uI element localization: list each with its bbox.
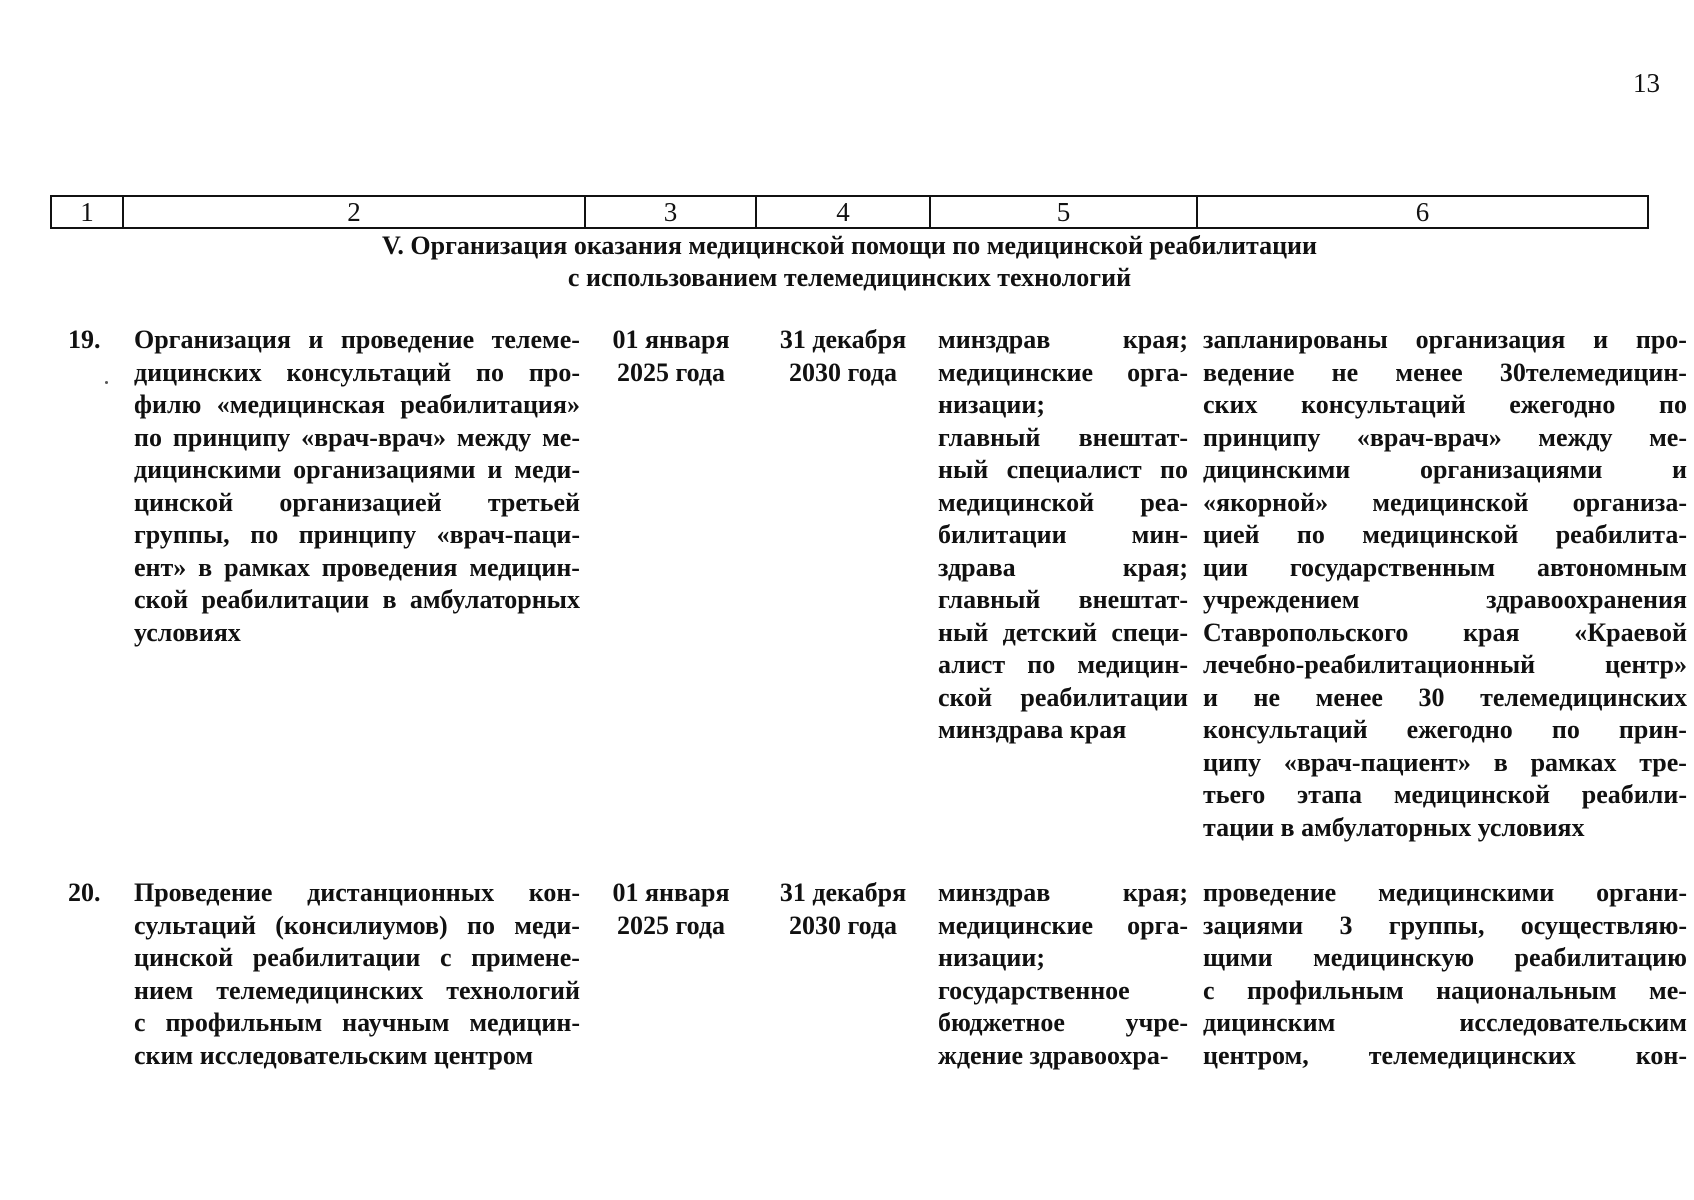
text-line: нием телемедицинских технологий [134,975,580,1005]
text-line: запланированы организация и про- [1203,325,1687,354]
text-line: ждение здравоохра- [938,1040,1169,1070]
text-line: медицинской реа- [938,487,1188,517]
text-line: ской реабилитации в амбулаторных [134,585,580,614]
text-line: ским исследовательским центром [134,1040,534,1070]
text-line: ент» в рамках проведения медицин- [134,552,580,582]
text-line: по принципу «врач-врач» между ме- [134,422,580,452]
text-line: лечебно-реабилитационный центр» [1203,650,1687,679]
text-line: сультаций (консилиумов) по меди- [134,910,580,940]
text-line: зациями 3 группы, осуществляю- [1203,910,1687,940]
text-line: 01 января [612,878,730,907]
text-line: с профильным научным медицин- [134,1008,580,1037]
text-line: дицинских консультаций по про- [134,357,580,387]
text-line: щими медицинскую реабилитацию [1203,943,1687,972]
header-cell-4: 4 [757,197,931,227]
start-date-cell [596,324,746,389]
text-line: центром, телемедицинских кон- [1203,1040,1687,1070]
result-cell [1203,324,1687,844]
text-line: бюджетное учре- [938,1008,1188,1037]
text-line: тьего этапа медицинской реабили- [1203,780,1687,809]
text-line: билитации мин- [938,520,1188,549]
header-cell-5: 5 [931,197,1198,227]
text-line: минздрав края; [938,325,1188,354]
text-line: «якорной» медицинской организа- [1203,487,1687,517]
text-line: ведение не менее 30телемедицин- [1203,357,1687,387]
text-line: консультаций ежегодно по прин- [1203,715,1687,744]
end-date-cell [768,877,918,942]
text-line: ских консультаций ежегодно по [1203,390,1687,419]
text-line: тации в амбулаторных условиях [1203,812,1585,842]
text-line: дицинскими организациями и [1203,455,1687,484]
text-line: цинской организацией третьей [134,487,580,517]
scan-speck [105,381,108,384]
text-line: ный специалист по [938,455,1188,484]
text-line: главный внештат- [938,422,1188,452]
header-cell-6: 6 [1415,196,1430,227]
text-line: минздрав края; [938,878,1188,907]
text-line: с профильным национальным ме- [1203,975,1687,1005]
text-line: ный детский специ- [938,617,1188,647]
header-cell-1: 1 [52,197,124,227]
text-line: медицинские орга- [938,910,1188,940]
text-line: 01 января [612,325,730,354]
text-line: Проведение дистанционных кон- [134,878,580,907]
text-line: группы, по принципу «врач-паци- [134,520,580,549]
text-line: ции государственным автономным [1203,552,1687,582]
text-line: 2030 года [788,910,898,940]
responsible-cell [938,324,1188,747]
text-line: низации; [938,390,1046,419]
activity-cell [134,877,580,1072]
section-title-line-2: с использованием телемедицинских технологий [567,263,1132,292]
text-line: филю «медицинская реабилитация» [134,390,580,419]
section-title-line-1: V. Организация оказания медицинской помощи по медицинской реабилитации [381,231,1318,260]
section-title [50,230,1649,294]
text-line: 2030 года [788,357,898,387]
text-line: цинской реабилитации с примене- [134,943,580,972]
text-line: дицинским исследовательским [1203,1008,1687,1037]
row-number: 20. [68,878,101,907]
text-line: ципу «врач-пациент» в рамках тре- [1203,747,1687,777]
text-line: 2025 года [616,357,726,387]
text-line: условиях [134,617,241,647]
result-cell [1203,877,1687,1072]
text-line: алист по медицин- [938,650,1188,679]
text-line: здрава края; [938,552,1188,582]
text-line: минздрава края [938,715,1127,744]
text-line: дицинскими организациями и меди- [134,455,580,484]
text-line: низации; [938,943,1046,972]
text-line: медицинские орга- [938,357,1188,387]
text-line: главный внештат- [938,585,1188,614]
text-line: ской реабилитации [938,682,1188,712]
end-date-cell [768,324,918,389]
page-number: 13 [1633,68,1660,98]
responsible-cell [938,877,1188,1072]
text-line: цией по медицинской реабилита- [1203,520,1687,549]
table-header-row [50,195,1649,229]
text-line: учреждением здравоохранения [1203,585,1687,614]
row-number: 19. [68,325,101,354]
text-line: Ставропольского края «Краевой [1203,617,1687,647]
text-line: государственное [938,975,1130,1005]
start-date-cell [596,877,746,942]
header-cell-3: 3 [586,197,757,227]
activity-cell [134,324,580,649]
text-line: 31 декабря [779,878,907,907]
text-line: принципу «врач-врач» между ме- [1203,422,1687,452]
text-line: 2025 года [616,910,726,940]
text-line: 31 декабря [779,325,907,354]
text-line: Организация и проведение телеме- [134,325,580,354]
text-line: и не менее 30 телемедицинских [1203,682,1687,712]
text-line: проведение медицинскими органи- [1203,878,1687,907]
header-cell-2: 2 [124,197,586,227]
